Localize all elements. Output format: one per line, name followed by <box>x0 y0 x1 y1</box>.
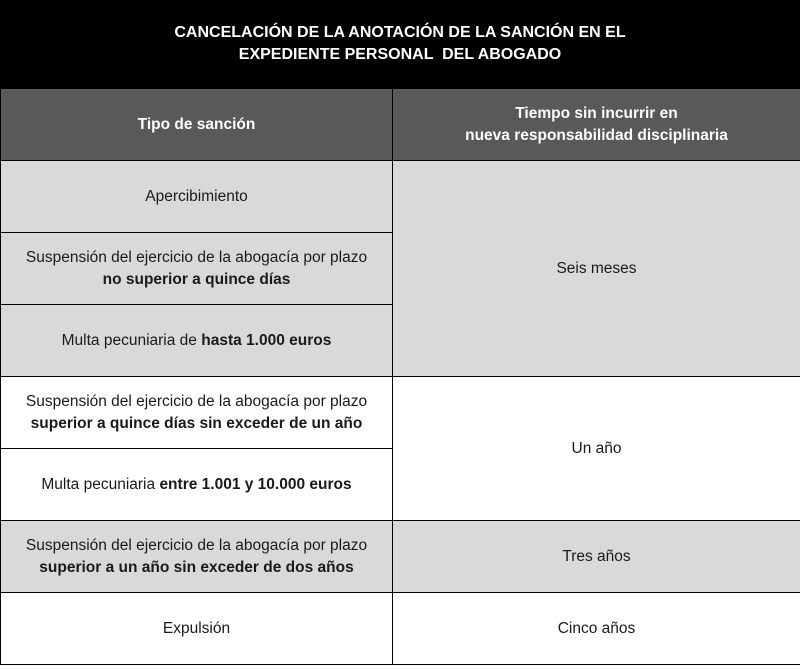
table-row <box>1 161 800 233</box>
sanction-text-bold: superior a quince días sin exceder de un año <box>30 414 363 432</box>
sanction-cell <box>1 521 393 593</box>
sanction-text: Suspensión del ejercicio de la abogacía por plazo <box>25 248 368 266</box>
time-text: Tres años <box>562 547 631 565</box>
sanction-text: Suspensión del ejercicio de la abogacía por plazo <box>25 392 368 410</box>
sanction-text: Multa pecuniaria de <box>61 331 202 349</box>
sanction-text-bold: hasta 1.000 euros <box>201 331 332 349</box>
sanction-cell <box>1 161 393 233</box>
time-text: Un año <box>571 439 622 457</box>
table-row <box>1 377 800 449</box>
sanction-cell <box>1 377 393 449</box>
sanction-cell <box>1 305 393 377</box>
time-cell <box>393 593 800 665</box>
title-line-1: CANCELACIÓN DE LA ANOTACIÓN DE LA SANCIÓN EN EL <box>174 24 626 41</box>
sanction-cell <box>1 233 393 305</box>
sanctions-table <box>0 88 800 665</box>
time-cell <box>393 377 800 521</box>
sanction-text: Suspensión del ejercicio de la abogacía por plazo <box>25 536 368 554</box>
time-text: Seis meses <box>556 259 637 277</box>
sanction-text: Apercibimiento <box>145 187 248 205</box>
table-row <box>1 521 800 593</box>
sanction-cell <box>1 593 393 665</box>
header-sanction-type-label: Tipo de sanción <box>137 115 256 133</box>
header-time-line-2: nueva responsabilidad disciplinaria <box>465 126 728 144</box>
time-cell <box>393 521 800 593</box>
time-text: Cinco años <box>557 619 636 637</box>
sanction-text: Expulsión <box>162 619 231 637</box>
sanction-text: Multa pecuniaria <box>41 475 160 493</box>
sanction-text-bold: entre 1.001 y 10.000 euros <box>159 475 352 493</box>
title-line-2: EXPEDIENTE PERSONAL DEL ABOGADO <box>238 46 562 63</box>
table-row <box>1 593 800 665</box>
time-cell <box>393 161 800 377</box>
sanction-cell <box>1 449 393 521</box>
header-sanction-type <box>1 89 393 161</box>
sanction-text-bold: superior a un año sin exceder de dos años <box>39 558 354 576</box>
table-title <box>0 0 800 88</box>
header-time <box>393 89 800 161</box>
header-time-line-1: Tiempo sin incurrir en <box>515 104 678 122</box>
header-row <box>1 89 800 161</box>
sanction-text-bold: no superior a quince días <box>102 270 291 288</box>
